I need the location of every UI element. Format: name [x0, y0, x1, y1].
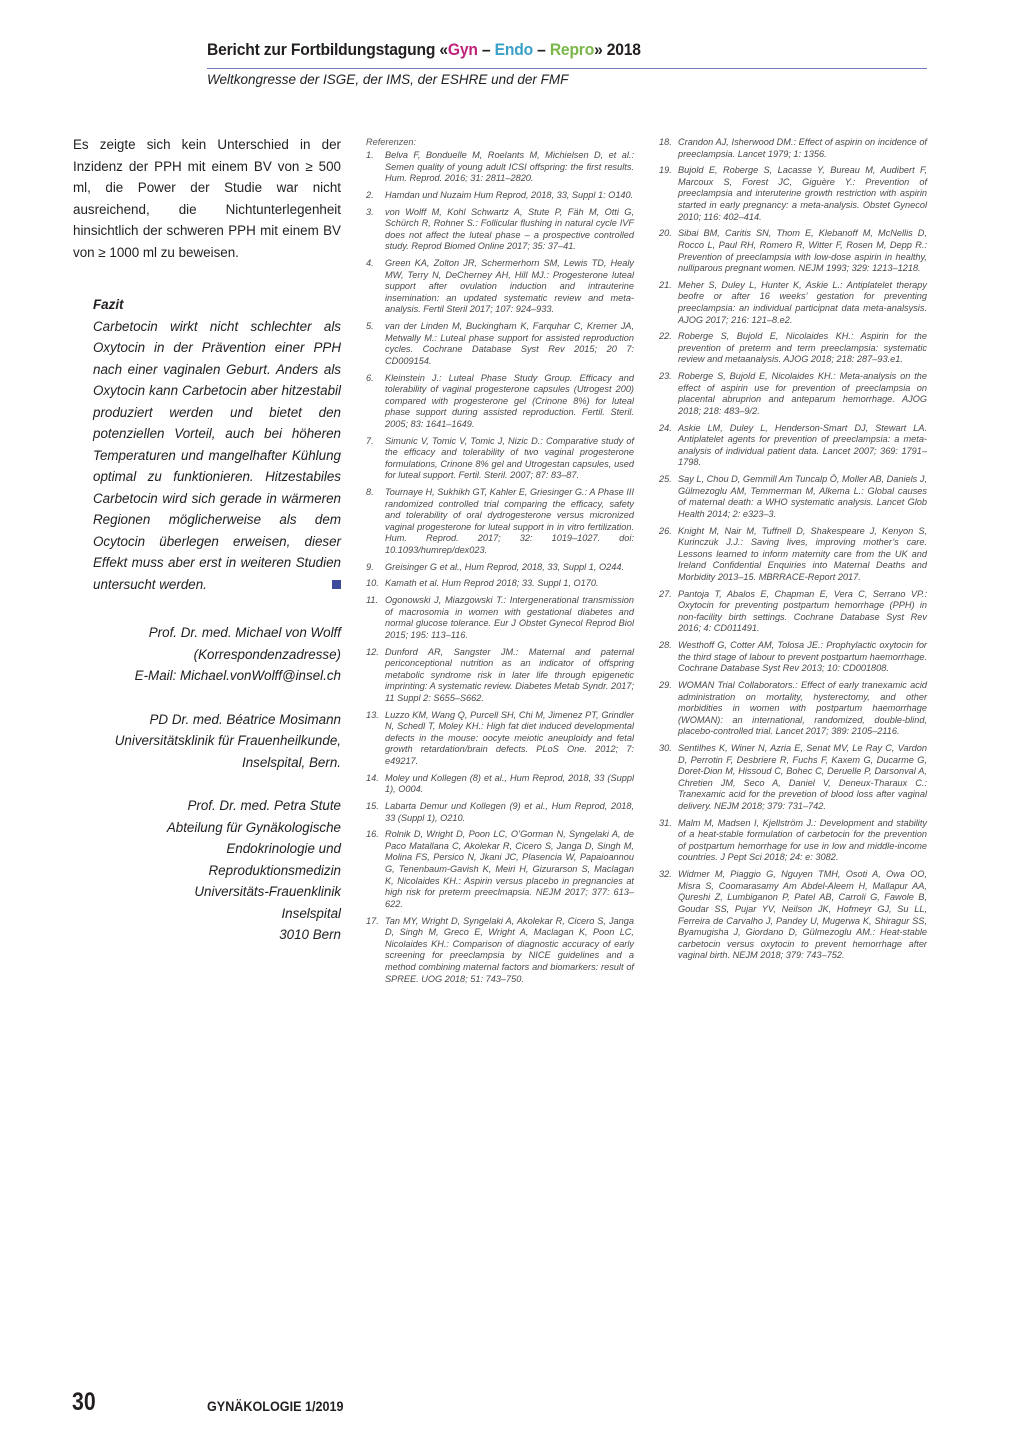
reference-number: 16. — [366, 829, 379, 840]
reference-number: 5. — [366, 321, 374, 332]
reference-number: 23. — [659, 371, 672, 382]
author-affiliation-line: (Korrespondenzadresse) — [193, 646, 341, 662]
reference-item — [659, 423, 927, 469]
reference-item — [366, 321, 634, 367]
reference-item — [366, 773, 634, 796]
reference-text: von Wolff M, Kohl Schwartz A, Stute P, Fäh M, Otti G, Schürch R, Rohner S.: Follicular flushing in natural cycle IVF does not affect the luteal phase – a prospective controlled study. Reprod Biomed Online 2017; 35: 37–41. — [385, 206, 634, 252]
fazit-text: Carbetocin wirkt nicht schlechter als Oxytocin in der Prävention einer PPH nach einer vaginalen Geburt. Anders als Oxytocin kann Carbetocin aber hitzestabil produziert werden und bietet den potenziellen Vorteil, auch bei höheren Temperaturen und mangelhafter Kühlung optimal zu funktionieren. Hitzestabiles Carbetocin wird sich gerade in wärmeren Regionen möglicherweise als dem Ocytocin überlegen erweisen, dieser Effekt muss aber erst in weiteren Studien untersucht werden. — [93, 318, 341, 592]
main-text-column — [73, 134, 341, 946]
reference-text: Kamath et al. Hum Reprod 2018; 33. Suppl 1, O170. — [385, 578, 599, 589]
reference-item — [366, 207, 634, 253]
reference-number: 25. — [659, 474, 672, 485]
reference-number: 15. — [366, 801, 379, 811]
reference-text: Tan MY, Wright D, Syngelaki A, Akolekar R, Cicero S, Janga D, Singh M, Greco E, Wright A, Maclagan K, Poon LC, Nicolaides KH.: Comparison of diagnostic accuracy of early screening for preeclampsia by NICE guidelines and a method combining maternal factors and biomarkers: result of SPREE. UOG 2018; 51: 743–750. — [385, 915, 634, 984]
reference-number: 19. — [659, 165, 672, 176]
journal-footer: GYNÄKOLOGIE 1/2019 — [207, 1398, 344, 1414]
reference-text: Malm M, Madsen I, Kjellström J.: Development and stability of a heat-stable formulation of carbetocin for the prevention of postpartum hemorrhage for use in low and middle-income countries. J Pept Sci 2018; 24: e: 3082. — [678, 817, 927, 863]
reference-list — [659, 137, 927, 962]
reference-text: Moley und Kollegen (8) et al., Hum Reprod, 2018, 33 (Suppl 1), O004. — [385, 772, 634, 795]
author-list — [73, 622, 341, 946]
reference-item — [659, 680, 927, 738]
reference-text: Say L, Chou D, Gemmill Am Tuncalp Ö, Moller AB, Daniels J, Gülmezoglu AM, Temmerman M, Alkema L.: Global causes of maternal death: a WHO systematic analysis. Lancet Glob Health 2014; 2: e323–3. — [678, 474, 927, 519]
reference-list — [366, 150, 634, 985]
running-header — [207, 40, 927, 60]
reference-item — [659, 743, 927, 813]
reference-text: Sentilhes K, Winer N, Azria E, Senat MV, Le Ray C, Vardon D, Perrotin F, Desbriere R, Fuchs F, Kaxem G, Ducarme G, Doret-Dion M, Hissoud C, Bohec C, Deruelle P, Darsonval A, Chretien JM, Seco A, Daniel V, Deneux-Tharaux C.: Tranexamic acid for the prevetion of blood loss after vaginal delivery. NEJM 2018; 379: 731–742. — [678, 743, 927, 811]
reference-number: 11. — [366, 595, 379, 606]
reference-number: 20. — [659, 228, 672, 239]
author-affiliation-line: Inselspital — [281, 905, 341, 921]
author-name: Prof. Dr. med. Petra Stute — [187, 798, 341, 813]
reference-item — [366, 436, 634, 482]
reference-number: 13. — [366, 709, 379, 720]
reference-text: Dunford AR, Sangster JM.: Maternal and paternal periconceptional nutrition as an indicator of offspring metabolic syndrome risk in later life through epigenetic imprinting: A systematic review. Diabetes Metab Syndr. 2017; 11 Suppl 2: S655–S662. — [385, 646, 634, 703]
reference-item — [659, 869, 927, 962]
reference-item — [366, 258, 634, 316]
author-name: PD Dr. med. Béatrice Mosimann — [149, 711, 341, 727]
reference-item — [366, 190, 634, 202]
author-affiliation-line: Inselspital, Bern. — [242, 754, 341, 770]
reference-number: 30. — [659, 743, 672, 754]
reference-item — [659, 526, 927, 584]
header-rule — [207, 68, 927, 69]
header-title-prefix: Bericht zur Fortbildungstagung « — [207, 40, 448, 59]
reference-item — [366, 578, 634, 590]
reference-text: Ogonowski J, Miazgowski T.: Intergenerational transmission of macrosomia in women with gestational diabetes and normal glucose tolerance. Eur J Obstet Gynecol Reprod Biol 2015; 195: 113–116. — [385, 595, 634, 640]
author-affiliation-line: Endokrinologie und — [226, 841, 341, 856]
end-of-article-square-icon — [332, 580, 341, 589]
reference-text: Crandon AJ, Isherwood DM.: Effect of aspirin on incidence of preeclampsia. Lancet 1979; 1: 1356. — [678, 137, 927, 159]
reference-text: Luzzo KM, Wang Q, Purcell SH, Chi M, Jimenez PT, Grindler N, Schedl T, Moley KH.: High fat diet induced developmental defects in the mouse: oocyte meiotic aneuploidy and fetal growth retardation/brain defects. PLoS One. 2012; 7: e49217. — [385, 709, 634, 767]
reference-text: Roberge S, Bujold E, Nicolaides KH.: Aspirin for the prevention of preterm and term preeclampsia: systematic review and metaanalysis. AJOG 2018; 218: 287–93.e1. — [678, 331, 927, 365]
reference-text: Roberge S, Bujold E, Nicolaides KH.: Meta-analysis on the effect of aspirin use for prevention of preeclampsia on placental abruprion and anteparum hemorrhage. AJOG 2018; 218: 483–9/2. — [678, 371, 927, 416]
reference-text: Simunic V, Tomic V, Tomic J, Nizic D.: Comparative study of the efficacy and tolerability of two vaginal progesterone formulations, Crinone 8% gel and Utrogestan capsules, used for luteal support. Fertil. Steril. 2007; 87: 83–87. — [385, 435, 634, 481]
reference-text: Kleinstein J.: Luteal Phase Study Group. Efficacy and tolerability of vaginal progesterone capsules (Utrogest 200) compared with progesterone gel (Crinone 8%) for luteal phase support during assisted reproduction. Fertil. Steril. 2005; 83: 1641–1649. — [385, 372, 634, 429]
reference-item — [659, 165, 927, 223]
author-block — [73, 709, 341, 774]
reference-number: 6. — [366, 372, 374, 383]
reference-item — [366, 595, 634, 641]
reference-number: 28. — [659, 640, 672, 651]
reference-number: 24. — [659, 422, 672, 433]
author-affiliation-line: Abteilung für Gynäkologische — [166, 819, 341, 835]
reference-number: 10. — [366, 578, 379, 589]
reference-text: Westhoff G, Cotter AM, Tolosa JE.: Prophylactic oxytocin for the third stage of labour to prevent postpartum haemorrhage. Cochrane Database Syst Rev 2013; 10: CD001808. — [678, 640, 927, 674]
reference-item — [659, 589, 927, 635]
reference-number: 21. — [659, 279, 672, 290]
reference-number: 14. — [366, 772, 379, 783]
author-affiliation-line: Universitätsklinik für Frauenheilkunde, — [114, 733, 341, 748]
reference-number: 32. — [659, 869, 672, 880]
author-affiliation-line[interactable]: E-Mail: Michael.vonWolff@insel.ch — [134, 668, 341, 683]
references-column-left — [366, 137, 634, 990]
reference-item — [366, 829, 634, 910]
reference-number: 2. — [366, 189, 374, 200]
intro-paragraph: Es zeigte sich kein Unterschied in der Inzidenz der PPH mit einem BV von ≥ 500 ml, die Power der Studie war nicht ausreichend, die Nichtunterlegenheit hinsichtlich der schweren PPH mit einem BV von ≥ 1000 ml zu beweisen. — [73, 137, 341, 260]
reference-number: 27. — [659, 588, 672, 599]
reference-text: Tournaye H, Sukhikh GT, Kahler E, Griesinger G.: A Phase III randomized controlled trial comparing the efficacy, safety and tolerability of oral dydrogesterone versus micronized vaginal progesterone for luteal support in in vitro fertilization. Hum. Reprod. 2017; 32: 1019–1027. doi: 10.1093/humrep/dex023. — [385, 487, 634, 556]
reference-item — [366, 373, 634, 431]
page-number: 30 — [72, 1388, 96, 1416]
author-name: Prof. Dr. med. Michael von Wolff — [148, 625, 341, 640]
reference-item — [659, 818, 927, 864]
header-separator: – — [477, 40, 495, 59]
header-title-suffix: » 2018 — [594, 40, 641, 59]
reference-number: 29. — [659, 679, 672, 690]
header-endo: Endo — [494, 40, 533, 59]
reference-item — [659, 331, 927, 366]
reference-text: van der Linden M, Buckingham K, Farquhar C, Kremer JA, Metwally M.: Luteal phase support for assisted reproduction cycles. Cochrane Database Syst Rev 2015; 20 7: CD009154. — [385, 321, 634, 366]
reference-item — [366, 916, 634, 986]
fazit-paragraph — [93, 316, 341, 596]
reference-item — [659, 228, 927, 274]
reference-number: 1. — [366, 150, 374, 160]
reference-number: 3. — [366, 206, 374, 217]
fazit-heading: Fazit — [93, 297, 124, 312]
reference-item — [366, 562, 634, 574]
reference-item — [659, 640, 927, 675]
reference-text: Knight M, Nair M, Tuffnell D, Shakespeare J, Kenyon S, Kurinczuk J.J.: Saving lives, improving mother’s care. Lessons learned to inform maternity care from the UK and Ireland Confidential Enquiries into Maternal Deaths and Morbidity 2013–15. MBRRACE-Report 2017. — [678, 525, 927, 582]
reference-text: Widmer M, Piaggio G, Nguyen TMH, Osoti A, Owa OO, Misra S, Coomarasamy Am Abdel-Aleem H, Mallapur AA, Qureshi Z, Lumbiganon P, Patel AB, Carroli G, Fawole B, Goudar SS, Pujar YV, Neilson JK, Hofmeyr GJ, Su LL, Ferreira de Carvalho J, Pandey U, Mugerwa K, Shiragur SS, Byamugisha J, Giordano D, Gülmezoglu AM.: Heat-stable carbetocin versus oxytocin to prevent hemorrhage after vaginal birth. NEJM 2018; 379: 743–752. — [678, 869, 927, 961]
author-affiliation-line: Universitäts-Frauenklinik — [194, 884, 341, 899]
reference-text: Sibai BM, Caritis SN, Thom E, Klebanoff M, McNellis D, Rocco L, Paul RH, Romero R, Witter F, Rosen M, Depp R.: Prevention of preeclampsia with low-dose aspirin in healthy, nulliparous pregnant women. NEJM 1993; 329: 1213–1218. — [678, 228, 927, 274]
reference-number: 7. — [366, 435, 374, 446]
author-block — [73, 795, 341, 946]
reference-text: Rolnik D, Wright D, Poon LC, O’Gorman N, Syngelaki A, de Paco Matallana C, Akolekar R, Cicero S, Janga D, Singh M, Molina FS, Persico N, Jkani JC, Plasencia W, Papaioannou G, Tenenbaum-Gavish K, Meiri H, Gizurarson S, Maclagan K, Nicolaides KH.: Aspirin versus placebo in pregnancies at high risk for preterm preeclmapsia. NEJM 2017; 377: 613–622. — [385, 829, 634, 909]
reference-item — [366, 150, 634, 185]
reference-text: WOMAN Trial Collaborators.: Effect of early tranexamic acid administration on mortality, hysterectomy, and other morbidities in women with postpartum haemorrhage (WOMAN): an international, randomized, double-blind, placebo-controlled trial. Lancet 2017; 389: 2105–2116. — [678, 679, 927, 737]
header-subtitle: Weltkongresse der ISGE, der IMS, der ESHRE und der FMF — [207, 72, 569, 87]
reference-item — [366, 710, 634, 768]
reference-number: 31. — [659, 817, 672, 828]
reference-number: 4. — [366, 258, 374, 269]
reference-number: 9. — [366, 561, 374, 572]
reference-number: 18. — [659, 137, 672, 147]
reference-item — [366, 647, 634, 705]
reference-text: Meher S, Duley L, Hunter K, Askie L.: Antiplatelet therapy beofre or after 16 weeks’ gestation for preventing preeclampsia: an individual participnat data meta-analsysis. AJOG 2017; 216: 121–8.e2. — [678, 279, 927, 325]
reference-number: 22. — [659, 331, 672, 342]
reference-item — [659, 280, 927, 326]
reference-item — [659, 474, 927, 520]
reference-number: 17. — [366, 915, 379, 926]
reference-number: 26. — [659, 525, 672, 536]
reference-number: 8. — [366, 487, 374, 498]
reference-item — [659, 371, 927, 417]
reference-text: Belva F, Bonduelle M, Roelants M, Michielsen D, et al.: Semen quality of young adult ICSI offspring: the first results. Hum. Reprod. 2016; 31: 2811–2820. — [385, 150, 634, 184]
author-affiliation-line: Reproduktionsmedizin — [208, 862, 341, 878]
references-column-right — [659, 137, 927, 967]
reference-text: Askie LM, Duley L, Henderson-Smart DJ, Stewart LA. Antiplatelet agents for prevention of preeclampsia: a meta-analysis of individual patient data. Lancet 2007; 369: 1791–1798. — [678, 422, 927, 468]
reference-text: Greisinger G et al., Hum Reprod, 2018, 33, Suppl 1, O244. — [385, 561, 625, 572]
header-separator: – — [532, 40, 550, 59]
author-block — [73, 622, 341, 687]
reference-text: Labarta Demur und Kollegen (9) et al., Hum Reprod, 2018, 33 (Suppl 1), O210. — [385, 801, 634, 823]
reference-number: 12. — [366, 646, 379, 657]
author-affiliation-line: 3010 Bern — [279, 927, 341, 942]
reference-text: Bujold E, Roberge S, Lacasse Y, Bureau M, Audibert F, Marcoux S, Forest JC, Giguère Y.: Prevention of preeclampsia and interuterine growth restriction with aspirin started in early pregnancy: a meta-analysis. Obstet Gynecol 2010; 116: 402–414. — [678, 165, 927, 222]
header-repro: Repro — [549, 40, 595, 59]
reference-item — [659, 137, 927, 160]
reference-item — [366, 487, 634, 557]
reference-text: Hamdan und Nuzaim Hum Reprod, 2018, 33, Suppl 1: O140. — [385, 189, 634, 200]
reference-text: Green KA, Zolton JR, Schermerhorn SM, Lewis TD, Healy MW, Terry N, DeCherney AH, Hill MJ.: Progesterone luteal support after ovulation induction and intrauterine insemination: an updated systematic review and meta-analysis. Fertil Steril 2017; 107: 924–933. — [385, 258, 634, 315]
header-gyn: Gyn — [447, 40, 478, 59]
header-title — [207, 40, 869, 60]
references-heading: Referenzen: — [366, 137, 417, 147]
reference-text: Pantoja T, Abalos E, Chapman E, Vera C, Serrano VP.: Oxytocin for preventing postpartum hemorrhage (PPH) in non-facility birth settings. Cochrane Database Syst Rev 2016; 4: CD011491. — [678, 588, 927, 634]
reference-item — [366, 801, 634, 824]
